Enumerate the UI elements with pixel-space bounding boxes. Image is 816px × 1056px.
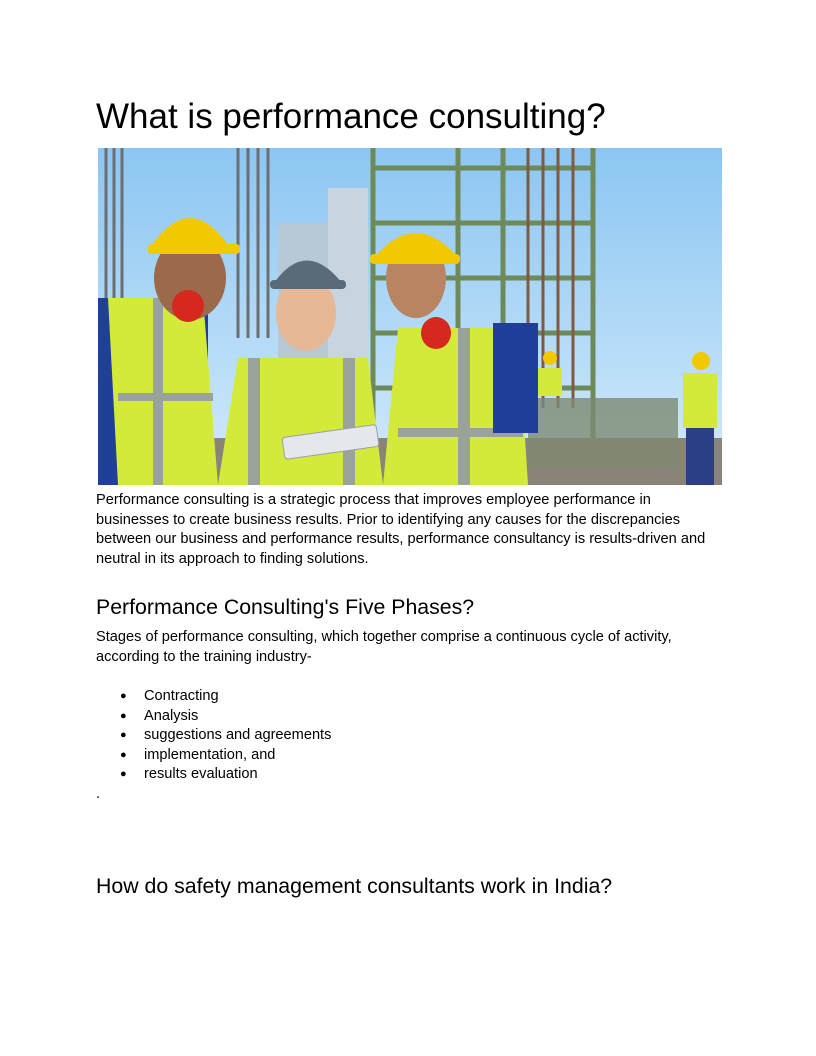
phases-list: [96, 687, 331, 785]
five-phases-paragraph: Stages of performance consulting, which together comprise a continuous cycle of activity, according to the training industry-: [96, 629, 672, 665]
list-item: ● suggestions and agreements: [96, 726, 331, 746]
section-heading-five-phases: Performance Consulting's Five Phases?: [96, 595, 475, 619]
trailing-period: .: [96, 786, 101, 802]
list-item: ● Contracting: [96, 687, 331, 707]
construction-workers-photo: [98, 148, 722, 485]
list-item: ● results evaluation: [96, 765, 331, 785]
list-item: ● Analysis: [96, 707, 331, 727]
intro-paragraph: Performance consulting is a strategic process that improves employee performance in businesses to create business results. Prior to identifying any causes for the discrepancies between our business and performance results, performance consultancy is results-driven and neutral in its approach to finding solutions.: [96, 492, 706, 567]
section-heading-safety-consultants: How do safety management consultants work in India?: [96, 874, 613, 898]
list-item: ● implementation, and: [96, 746, 331, 766]
page-title: What is performance consulting?: [96, 97, 606, 136]
